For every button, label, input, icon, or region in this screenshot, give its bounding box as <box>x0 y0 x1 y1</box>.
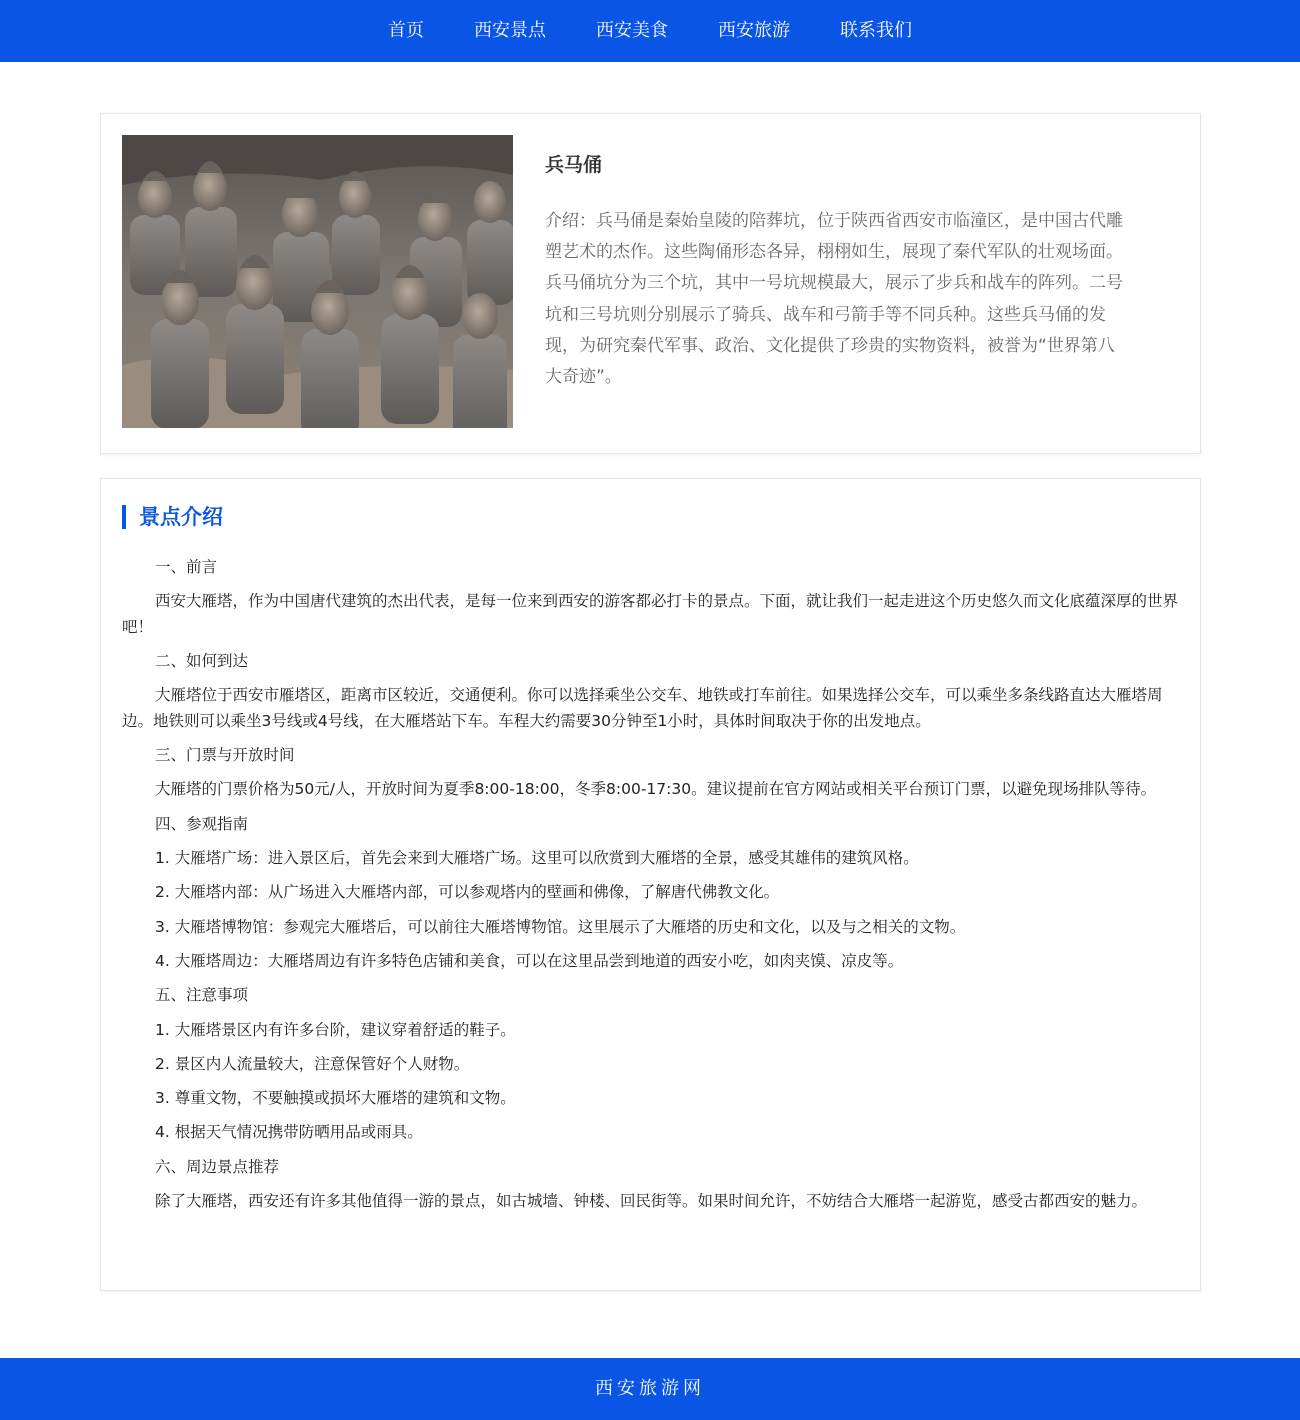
article-paragraph: 2. 大雁塔内部：从广场进入大雁塔内部，可以参观塔内的壁画和佛像，了解唐代佛教文化。 <box>155 883 780 902</box>
nav-item-home[interactable]: 首页 <box>388 20 424 41</box>
article-paragraph: 1. 大雁塔景区内有许多台阶，建议穿着舒适的鞋子。 <box>155 1020 516 1039</box>
nav-item-attractions[interactable]: 西安景点 <box>474 20 546 41</box>
article-paragraph: 大雁塔位于西安市雁塔区，距离市区较近，交通便利。你可以选择乘坐公交车、地铁或打车前往。如果选择公交车，可以乘坐多条线路直达大雁塔周边。地铁则可以乘坐3号线或4号线，在大雁塔站下车。车程大约需要30分钟至1小时，具体时间取决于你的出发地点。 <box>122 686 1163 730</box>
article-paragraph: 西安大雁塔，作为中国唐代建筑的杰出代表，是每一位来到西安的游客都必打卡的景点。下面，就让我们一起走进这个历史悠久而文化底蕴深厚的世界吧！ <box>122 592 1179 636</box>
article-paragraph: 大雁塔的门票价格为50元/人，开放时间为夏季8:00-18:00，冬季8:00-17:30。建议提前在官方网站或相关平台预订门票，以避免现场排队等待。 <box>155 780 1157 799</box>
article-card <box>100 478 1201 1291</box>
nav-item-contact[interactable]: 联系我们 <box>840 20 912 41</box>
feature-intro: 介绍：兵马俑是秦始皇陵的陪葬坑，位于陕西省西安市临潼区，是中国古代雕塑艺术的杰作。这些陶俑形态各异，栩栩如生，展现了秦代军队的壮观场面。兵马俑坑分为三个坑，其中一号坑规模最大，展示了步兵和战车的阵列。二号坑和三号坑则分别展示了骑兵、战车和弓箭手等不同兵种。这些兵马俑的发现，为研究秦代军事、政治、文化提供了珍贵的实物资料，被誉为“世界第八大奇迹”。 <box>545 211 1123 388</box>
article-heading: 六、周边景点推荐 <box>155 1157 280 1176</box>
terracotta-warriors-photo <box>122 135 513 428</box>
feature-card <box>100 113 1201 454</box>
article-heading: 二、如何到达 <box>155 652 249 671</box>
section-title: 景点介绍 <box>122 505 223 529</box>
article-paragraph: 4. 根据天气情况携带防晒用品或雨具。 <box>155 1123 423 1142</box>
article-body <box>122 555 1182 1223</box>
article-paragraph: 3. 大雁塔博物馆：参观完大雁塔后，可以前往大雁塔博物馆。这里展示了大雁塔的历史和文化，以及与之相关的文物。 <box>155 917 966 936</box>
article-heading: 三、门票与开放时间 <box>155 746 295 765</box>
article-paragraph: 2. 景区内人流量较大，注意保管好个人财物。 <box>155 1054 470 1073</box>
top-navigation <box>0 0 1300 62</box>
nav-item-food[interactable]: 西安美食 <box>596 20 668 41</box>
article-heading: 五、注意事项 <box>155 986 249 1005</box>
article-paragraph: 1. 大雁塔广场：进入景区后，首先会来到大雁塔广场。这里可以欣赏到大雁塔的全景，感受其雄伟的建筑风格。 <box>155 849 919 868</box>
article-heading: 四、参观指南 <box>155 814 249 833</box>
feature-title: 兵马俑 <box>545 154 603 176</box>
article-paragraph: 4. 大雁塔周边：大雁塔周边有许多特色店铺和美食，可以在这里品尝到地道的西安小吃，如肉夹馍、凉皮等。 <box>155 951 904 970</box>
article-heading: 一、前言 <box>155 558 218 576</box>
article-paragraph: 除了大雁塔，西安还有许多其他值得一游的景点，如古城墙、钟楼、回民街等。如果时间允许，不妨结合大雁塔一起游览，感受古都西安的魅力。 <box>155 1192 1148 1211</box>
nav-item-travel[interactable]: 西安旅游 <box>718 20 790 41</box>
footer: 西安旅游网 <box>0 1358 1300 1420</box>
article-paragraph: 3. 尊重文物，不要触摸或损坏大雁塔的建筑和文物。 <box>155 1089 516 1108</box>
